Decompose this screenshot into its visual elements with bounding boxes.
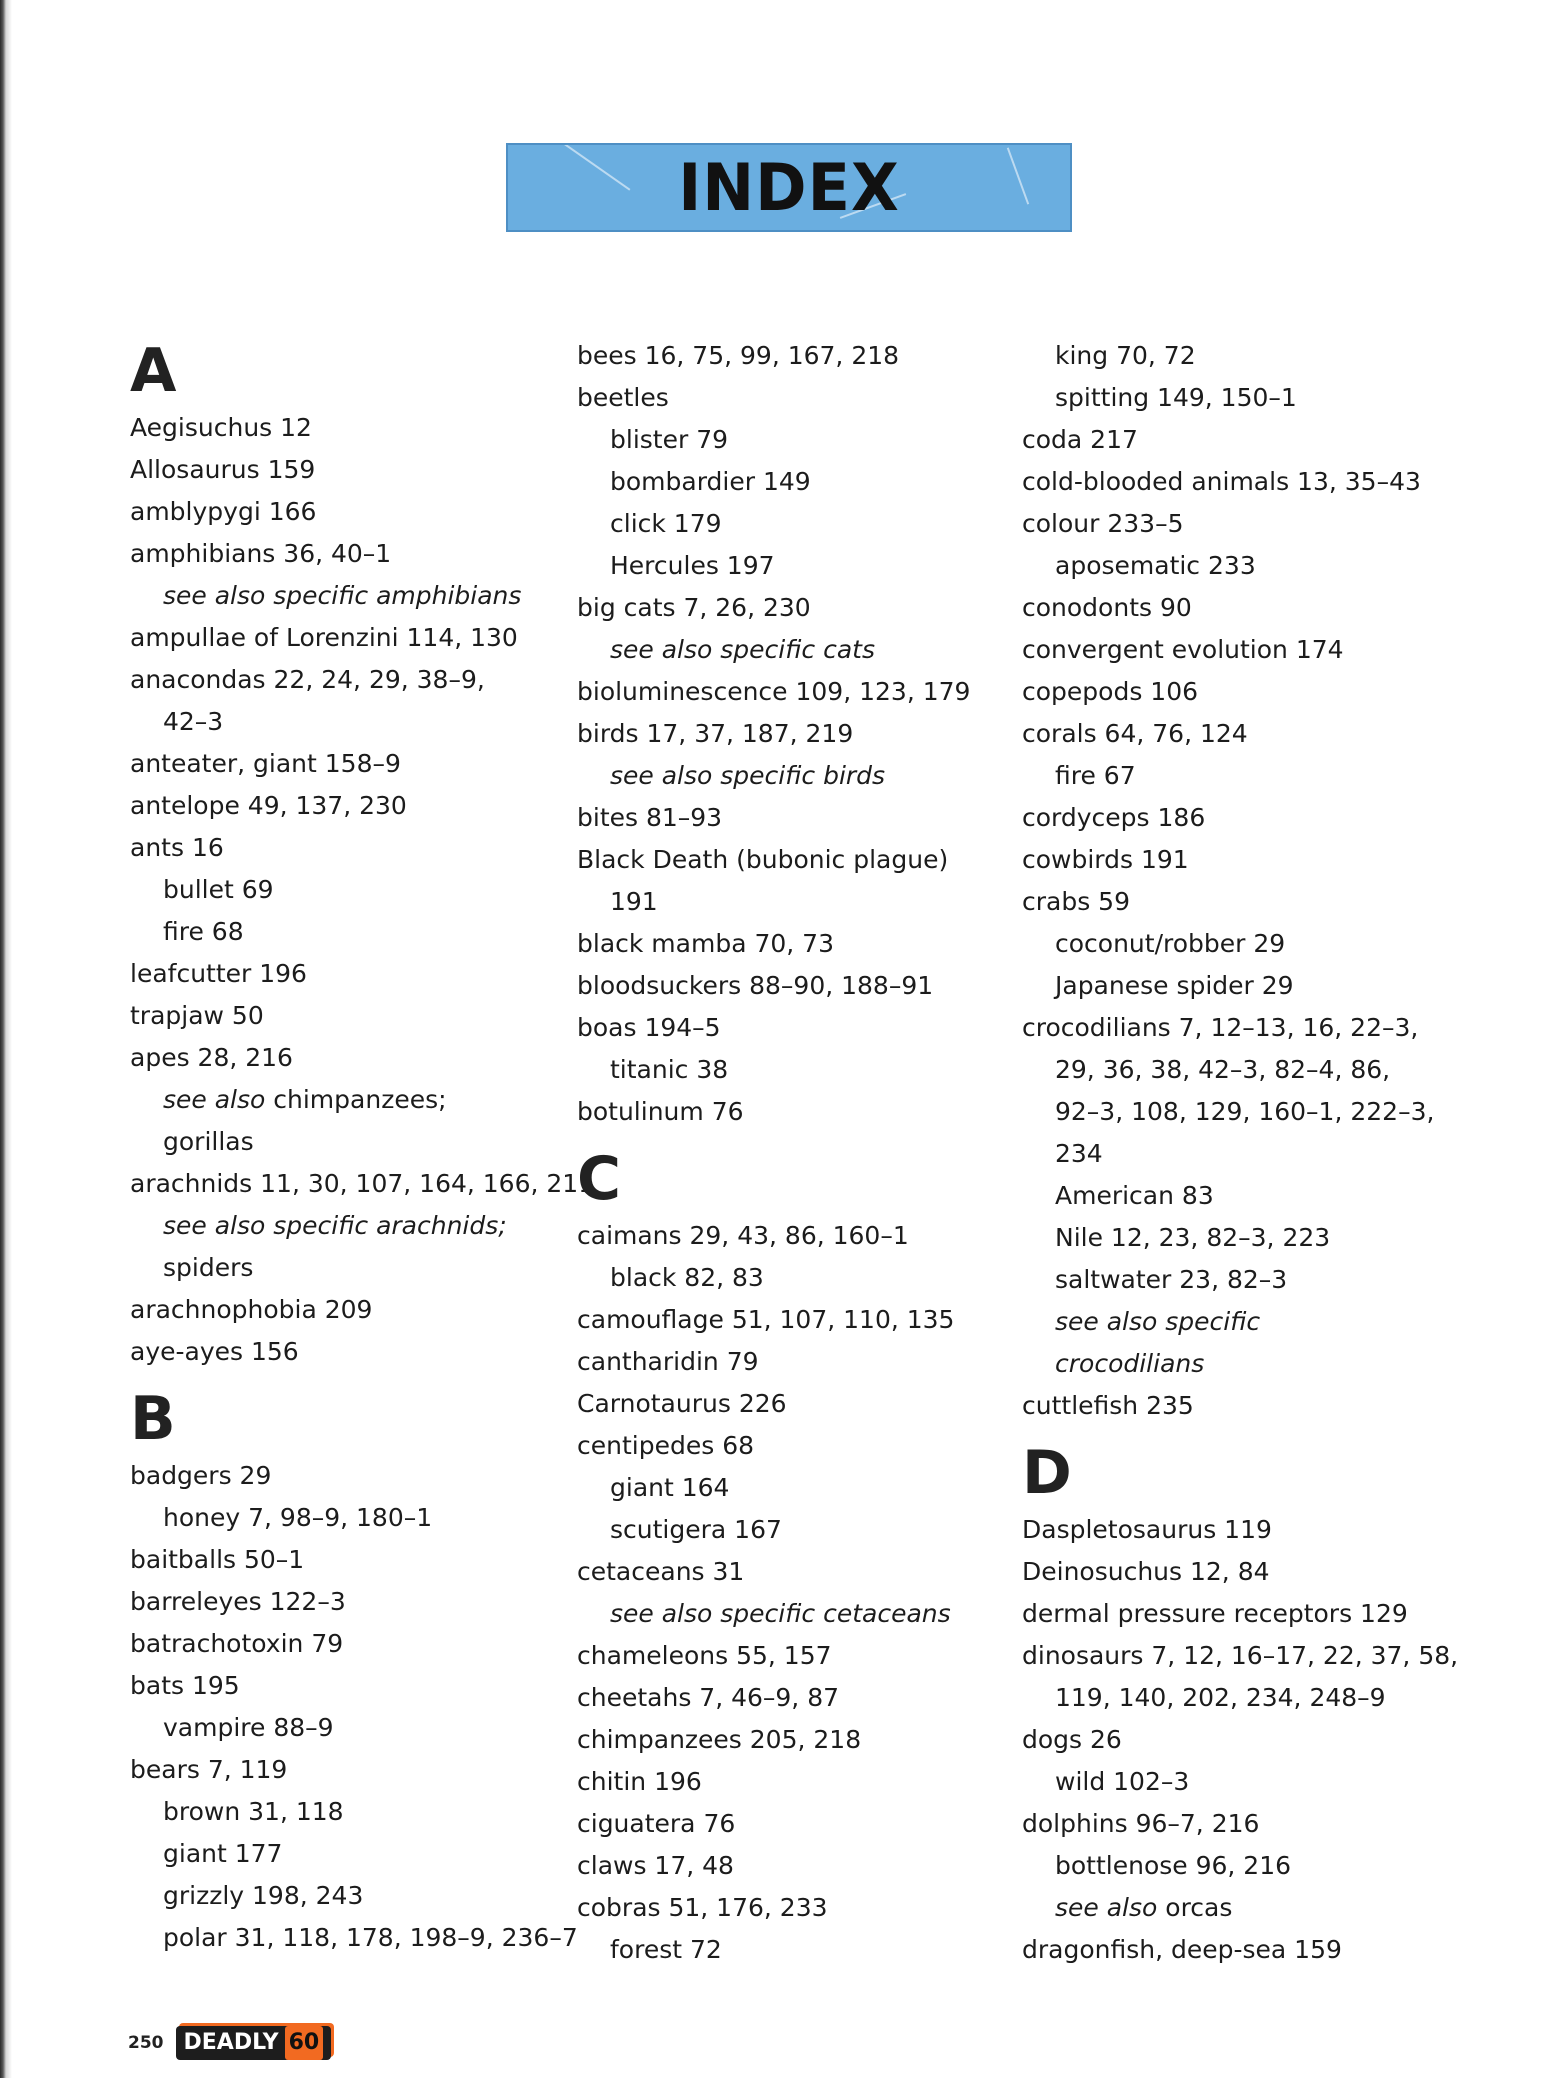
- page-number: 250: [128, 2033, 164, 2053]
- index-entry: dinosaurs 7, 12, 16–17, 22, 37, 58,: [1022, 1641, 1459, 1670]
- index-entry: Allosaurus 159: [130, 455, 316, 484]
- index-entry: batrachotoxin 79: [130, 1629, 344, 1658]
- index-entry: amblypygi 166: [130, 497, 317, 526]
- index-entry: cheetahs 7, 46–9, 87: [577, 1683, 840, 1712]
- index-entry: beetles: [577, 383, 669, 412]
- index-subentry: wild 102–3: [1055, 1767, 1190, 1796]
- index-entry: Black Death (bubonic plague): [577, 845, 949, 874]
- index-entry: ampullae of Lorenzini 114, 130: [130, 623, 518, 652]
- index-entry: anacondas 22, 24, 29, 38–9,: [130, 665, 485, 694]
- index-subentry: click 179: [610, 509, 722, 538]
- index-column-2: [577, 335, 997, 1971]
- index-entry: arachnophobia 209: [130, 1295, 373, 1324]
- index-subentry: honey 7, 98–9, 180–1: [163, 1503, 433, 1532]
- index-subentry: coconut/robber 29: [1055, 929, 1286, 958]
- index-entry: camouflage 51, 107, 110, 135: [577, 1305, 955, 1334]
- section-letter-c: C: [577, 1144, 620, 1214]
- index-subentry: black 82, 83: [610, 1263, 764, 1292]
- index-entry: Aegisuchus 12: [130, 413, 312, 442]
- index-entry: chameleons 55, 157: [577, 1641, 832, 1670]
- index-subentry: [1022, 1887, 1442, 1929]
- book-logo: [176, 2026, 332, 2060]
- page-footer: [128, 2020, 331, 2066]
- index-entry: cuttlefish 235: [1022, 1391, 1194, 1420]
- index-subentry: crocodilians: [1055, 1349, 1205, 1378]
- page-title: INDEX: [678, 149, 900, 226]
- index-entry: cetaceans 31: [577, 1557, 745, 1586]
- index-entry: leafcutter 196: [130, 959, 307, 988]
- logo-number: 60: [285, 2026, 324, 2060]
- index-entry: cold-blooded animals 13, 35–43: [1022, 467, 1421, 496]
- index-subentry: spitting 149, 150–1: [1055, 383, 1297, 412]
- index-entry: Carnotaurus 226: [577, 1389, 787, 1418]
- index-subentry: Japanese spider 29: [1055, 971, 1294, 1000]
- index-subentry: vampire 88–9: [163, 1713, 334, 1742]
- index-subentry: grizzly 198, 243: [163, 1881, 364, 1910]
- index-entry: cordyceps 186: [1022, 803, 1206, 832]
- index-entry-continuation: 119, 140, 202, 234, 248–9: [1055, 1683, 1386, 1712]
- index-entry: claws 17, 48: [577, 1851, 734, 1880]
- entry-text: chimpanzees;: [265, 1085, 447, 1114]
- index-entry: cantharidin 79: [577, 1347, 759, 1376]
- section-letter-d: D: [1022, 1438, 1070, 1508]
- index-entry: anteater, giant 158–9: [130, 749, 401, 778]
- index-entry: arachnids 11, 30, 107, 164, 166, 211: [130, 1169, 595, 1198]
- index-entry: birds 17, 37, 187, 219: [577, 719, 854, 748]
- index-entry: copepods 106: [1022, 677, 1199, 706]
- index-entry: dermal pressure receptors 129: [1022, 1599, 1408, 1628]
- index-subentry: fire 68: [163, 917, 244, 946]
- index-entry: crocodilians 7, 12–13, 16, 22–3,: [1022, 1013, 1419, 1042]
- index-subentry: scutigera 167: [610, 1515, 782, 1544]
- index-subentry: see also specific arachnids;: [163, 1211, 507, 1240]
- index-entry: conodonts 90: [1022, 593, 1192, 622]
- index-entry: coda 217: [1022, 425, 1138, 454]
- section-letter-a: A: [130, 336, 175, 406]
- index-entry: Daspletosaurus 119: [1022, 1515, 1272, 1544]
- index-entry: apes 28, 216: [130, 1043, 293, 1072]
- index-entry: black mamba 70, 73: [577, 929, 834, 958]
- index-entry-continuation: 92–3, 108, 129, 160–1, 222–3,: [1055, 1097, 1435, 1126]
- index-subentry: see also specific amphibians: [163, 581, 522, 610]
- index-column-1: [130, 335, 595, 1959]
- index-subentry: brown 31, 118: [163, 1797, 344, 1826]
- index-entry: dogs 26: [1022, 1725, 1122, 1754]
- index-subentry: Hercules 197: [610, 551, 775, 580]
- index-entry: crabs 59: [1022, 887, 1130, 916]
- index-entry: dolphins 96–7, 216: [1022, 1809, 1260, 1838]
- index-entry: bites 81–93: [577, 803, 723, 832]
- index-entry: dragonfish, deep-sea 159: [1022, 1935, 1342, 1964]
- index-entry: boas 194–5: [577, 1013, 721, 1042]
- index-entry: ciguatera 76: [577, 1809, 736, 1838]
- index-entry-continuation: 29, 36, 38, 42–3, 82–4, 86,: [1055, 1055, 1391, 1084]
- index-entry: chitin 196: [577, 1767, 702, 1796]
- index-subentry: aposematic 233: [1055, 551, 1256, 580]
- index-subentry: bottlenose 96, 216: [1055, 1851, 1292, 1880]
- index-subentry: [130, 1079, 550, 1121]
- section-letter-b: B: [130, 1384, 174, 1454]
- index-entry: cowbirds 191: [1022, 845, 1189, 874]
- index-subentry: spiders: [163, 1253, 254, 1282]
- index-entry: antelope 49, 137, 230: [130, 791, 407, 820]
- index-entry: corals 64, 76, 124: [1022, 719, 1248, 748]
- see-also-label: see also: [163, 1085, 266, 1114]
- index-subentry: bombardier 149: [610, 467, 811, 496]
- index-subentry: saltwater 23, 82–3: [1055, 1265, 1288, 1294]
- index-subentry: see also specific: [1055, 1307, 1261, 1336]
- index-subentry: titanic 38: [610, 1055, 729, 1084]
- index-subentry: Nile 12, 23, 82–3, 223: [1055, 1223, 1331, 1252]
- index-entry: barreleyes 122–3: [130, 1587, 346, 1616]
- index-subentry: king 70, 72: [1055, 341, 1196, 370]
- index-entry: badgers 29: [130, 1461, 272, 1490]
- index-entry: baitballs 50–1: [130, 1545, 305, 1574]
- index-entry: big cats 7, 26, 230: [577, 593, 811, 622]
- index-subentry: polar 31, 118, 178, 198–9, 236–7: [163, 1923, 578, 1952]
- index-subentry: see also specific cats: [610, 635, 875, 664]
- index-entry: bees 16, 75, 99, 167, 218: [577, 341, 900, 370]
- index-entry: chimpanzees 205, 218: [577, 1725, 862, 1754]
- index-subentry: giant 164: [610, 1473, 730, 1502]
- index-subentry: forest 72: [610, 1935, 722, 1964]
- entry-text: orcas: [1157, 1893, 1233, 1922]
- see-also-label: see also: [1055, 1893, 1158, 1922]
- index-entry: botulinum 76: [577, 1097, 744, 1126]
- index-subentry: fire 67: [1055, 761, 1136, 790]
- index-entry-continuation: 191: [610, 887, 658, 916]
- index-subentry: American 83: [1055, 1181, 1214, 1210]
- index-subentry: giant 177: [163, 1839, 283, 1868]
- index-column-3: [1022, 335, 1459, 1971]
- index-entry-continuation: 234: [1055, 1139, 1103, 1168]
- index-subentry: see also specific cetaceans: [610, 1599, 951, 1628]
- index-entry: bats 195: [130, 1671, 240, 1700]
- logo-text: DEADLY: [183, 2030, 279, 2055]
- index-entry: colour 233–5: [1022, 509, 1184, 538]
- index-subentry: see also specific birds: [610, 761, 886, 790]
- index-entry: cobras 51, 176, 233: [577, 1893, 828, 1922]
- index-entry: caimans 29, 43, 86, 160–1: [577, 1221, 909, 1250]
- index-subentry: gorillas: [163, 1127, 254, 1156]
- index-entry: convergent evolution 174: [1022, 635, 1344, 664]
- index-title-banner: [506, 143, 1072, 232]
- index-subentry: blister 79: [610, 425, 729, 454]
- index-entry: aye-ayes 156: [130, 1337, 299, 1366]
- page-binding-edge: [0, 0, 12, 2078]
- index-entry: bears 7, 119: [130, 1755, 288, 1784]
- index-entry: bioluminescence 109, 123, 179: [577, 677, 971, 706]
- index-entry: ants 16: [130, 833, 224, 862]
- index-entry: bloodsuckers 88–90, 188–91: [577, 971, 934, 1000]
- index-entry: amphibians 36, 40–1: [130, 539, 392, 568]
- index-entry: trapjaw 50: [130, 1001, 264, 1030]
- index-entry: Deinosuchus 12, 84: [1022, 1557, 1270, 1586]
- index-entry-continuation: 42–3: [163, 707, 224, 736]
- index-entry: centipedes 68: [577, 1431, 755, 1460]
- index-subentry: bullet 69: [163, 875, 274, 904]
